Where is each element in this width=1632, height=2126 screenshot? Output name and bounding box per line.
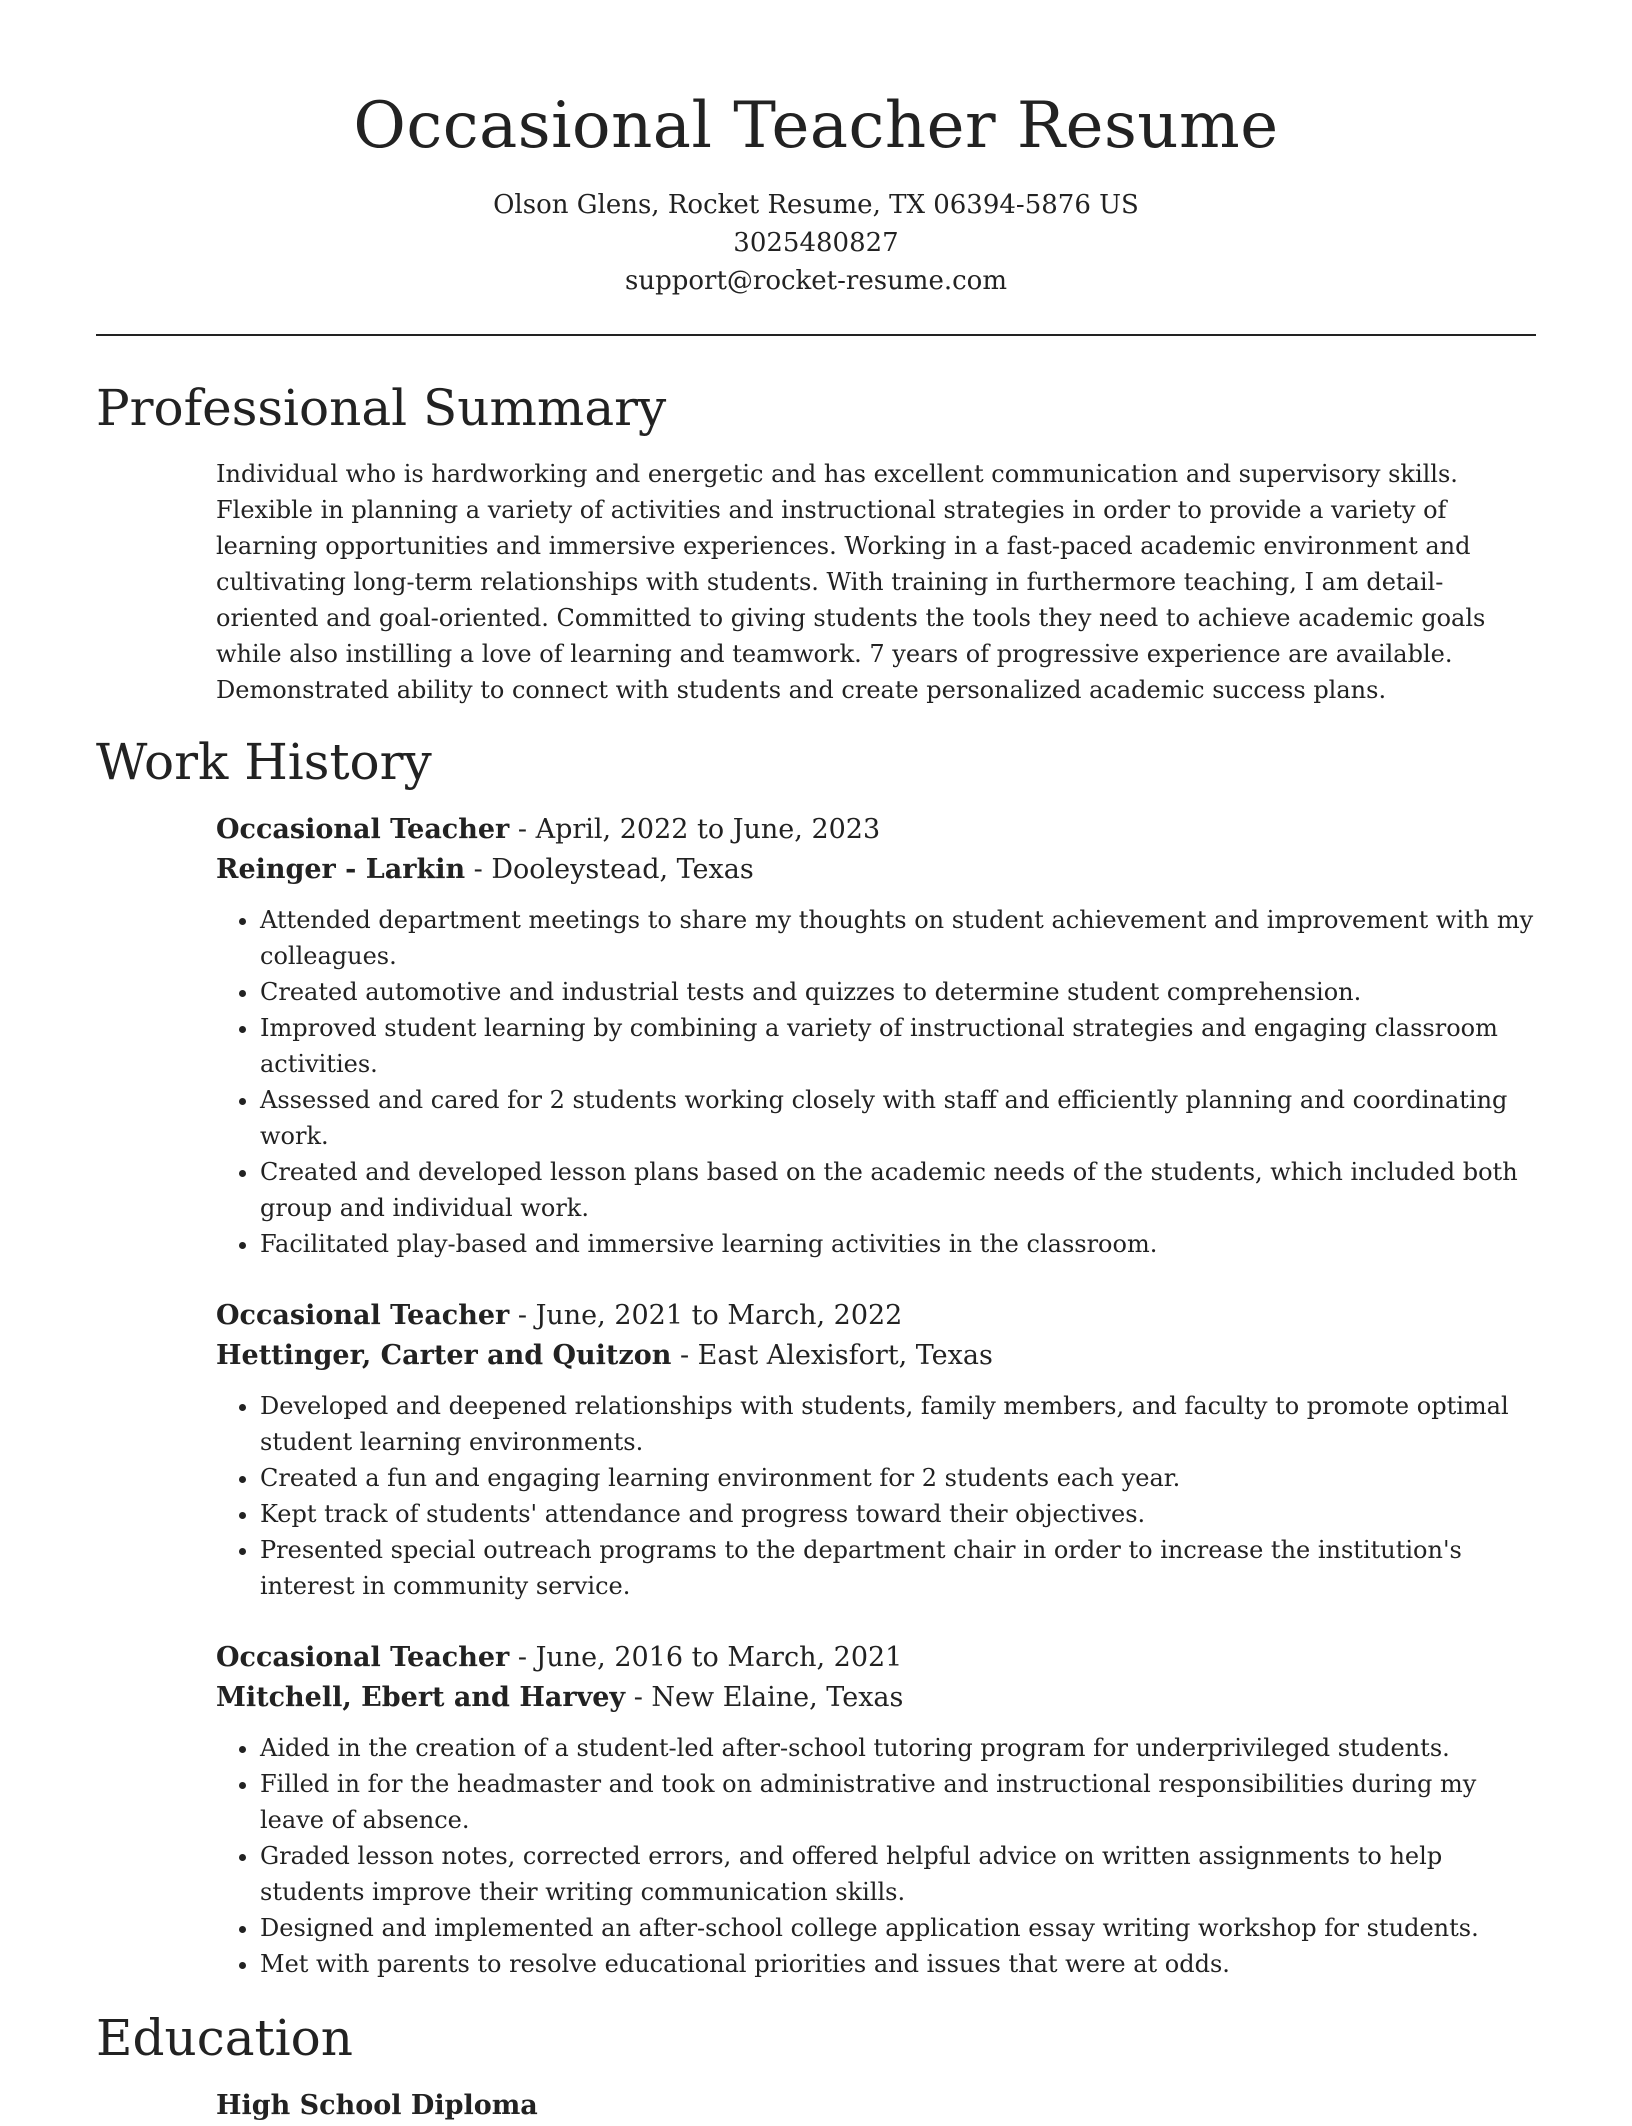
job-location: - Dooleystead, Texas (465, 854, 754, 885)
job-bullets (216, 1388, 1536, 1604)
list-item: • Improved student learning by combining a variety of instructional strategies and engaging classroom activities. (260, 1010, 1536, 1082)
job-company: Mitchell, Ebert and Harvey (216, 1682, 626, 1713)
job-dates: - June, 2021 to March, 2022 (509, 1300, 903, 1331)
job-company-line (216, 1336, 1536, 1376)
job-location: - East Alexisfort, Texas (671, 1340, 993, 1371)
job-title: Occasional Teacher (216, 1642, 510, 1673)
list-item: • Met with parents to resolve educational priorities and issues that were at odds. (260, 1946, 1536, 1982)
summary-heading: Professional Summary (96, 379, 667, 437)
job-company-line (216, 850, 1536, 890)
list-item: • Designed and implemented an after-school college application essay writing workshop for students. (260, 1910, 1536, 1946)
resume-header (96, 0, 1536, 300)
list-item: • Graded lesson notes, corrected errors, and offered helpful advice on written assignments to help students improve their writing communication skills. (260, 1838, 1536, 1910)
list-item: • Aided in the creation of a student-led after-school tutoring program for underprivileged students. (260, 1730, 1536, 1766)
job-title-line (216, 810, 1536, 850)
job-dates: - June, 2016 to March, 2021 (509, 1642, 903, 1673)
list-item: • Facilitated play-based and immersive learning activities in the classroom. (260, 1226, 1536, 1262)
work-history-list (216, 810, 1536, 1982)
page-title: Occasional Teacher Resume (353, 89, 1279, 163)
job-title-line (216, 1296, 1536, 1336)
job-entry (216, 810, 1536, 1262)
list-item: • Created a fun and engaging learning environment for 2 students each year. (260, 1460, 1536, 1496)
education-heading: Education (96, 2009, 353, 2067)
job-title-line (216, 1638, 1536, 1678)
job-company: Hettinger, Carter and Quitzon (216, 1340, 672, 1371)
list-item: • Attended department meetings to share my thoughts on student achievement and improvement with my colleagues. (260, 902, 1536, 974)
job-entry (216, 1296, 1536, 1604)
list-item: • Created automotive and industrial tests and quizzes to determine student comprehension. (260, 974, 1536, 1010)
list-item: • Assessed and cared for 2 students working closely with staff and efficiently planning and coordinating work. (260, 1082, 1536, 1154)
job-bullets (216, 902, 1536, 1262)
header-divider (96, 334, 1536, 336)
contact-info (96, 186, 1536, 300)
work-history-heading: Work History (96, 733, 432, 791)
job-entry (216, 1638, 1536, 1982)
resume-page (96, 0, 1536, 2126)
job-title: Occasional Teacher (216, 814, 510, 845)
address-text: Olson Glens, Rocket Resume, TX 06394-5876 US (493, 190, 1139, 220)
job-company-line (216, 1678, 1536, 1718)
phone-text: 3025480827 (733, 228, 899, 258)
job-dates: - April, 2022 to June, 2023 (509, 814, 881, 845)
summary-text: Individual who is hardworking and energetic and has excellent communication and supervisory skills. Flexible in planning a variety of activities and instructional strategies in order to provide a variety of learning opportunities and immersive experiences. Working in a fast-paced academic environment and cultivating long-term relationships with students. With training in furthermore teaching, I am detail-oriented and goal-oriented. Committed to giving students the tools they need to achieve academic goals while also instilling a love of learning and teamwork. 7 years of progressive experience are available. Demonstrated ability to connect with students and create personalized academic success plans. (216, 460, 1486, 704)
list-item: • Developed and deepened relationships with students, family members, and faculty to promote optimal student learning environments. (260, 1388, 1536, 1460)
email-text: support@rocket-resume.com (624, 266, 1007, 296)
education-entry: High School Diploma (216, 2090, 538, 2121)
job-title: Occasional Teacher (216, 1300, 510, 1331)
list-item: • Created and developed lesson plans based on the academic needs of the students, which included both group and individual work. (260, 1154, 1536, 1226)
list-item: • Filled in for the headmaster and took on administrative and instructional responsibilities during my leave of absence. (260, 1766, 1536, 1838)
list-item: • Presented special outreach programs to the department chair in order to increase the institution's interest in community service. (260, 1532, 1536, 1604)
list-item: • Kept track of students' attendance and progress toward their objectives. (260, 1496, 1536, 1532)
job-bullets (216, 1730, 1536, 1982)
job-location: - New Elaine, Texas (625, 1682, 904, 1713)
job-company: Reinger - Larkin (216, 854, 466, 885)
